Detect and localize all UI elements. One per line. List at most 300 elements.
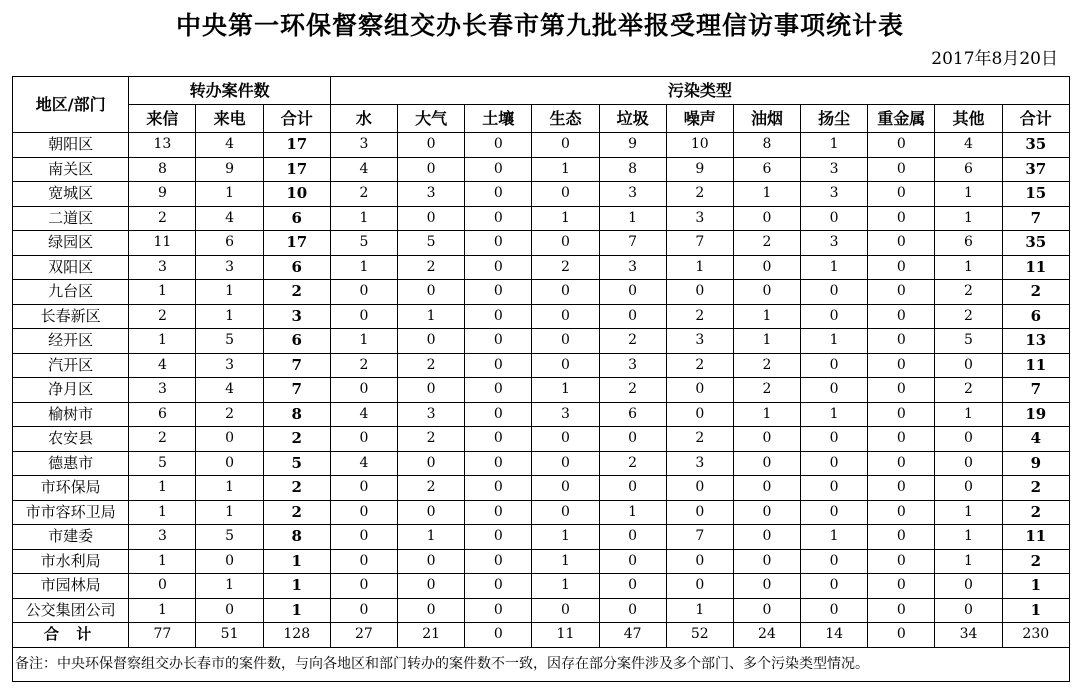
- table-cell: 1: [935, 206, 1002, 231]
- table-row: [13, 427, 1070, 452]
- table-cell: 2: [666, 427, 733, 452]
- table-row: [13, 549, 1070, 574]
- table-cell: 0: [801, 304, 868, 329]
- region-name: 合 计: [13, 623, 129, 648]
- table-cell: 0: [868, 574, 935, 599]
- table-cell: 0: [196, 427, 263, 452]
- header-pollution-col: 大气: [398, 105, 465, 133]
- table-cell: 0: [599, 280, 666, 305]
- table-cell: 0: [398, 280, 465, 305]
- table-cell: 0: [465, 574, 532, 599]
- table-cell: 0: [330, 574, 397, 599]
- table-cell: 7: [666, 525, 733, 550]
- table-cell: 0: [465, 157, 532, 182]
- table-cell: 0: [733, 206, 800, 231]
- table-cell: 1: [398, 525, 465, 550]
- table-cell: 10: [263, 182, 330, 207]
- table-cell: 1: [801, 329, 868, 354]
- table-cell: 13: [1002, 329, 1069, 354]
- table-cell: 0: [733, 255, 800, 280]
- table-cell: 0: [330, 525, 397, 550]
- table-cell: 0: [532, 182, 599, 207]
- table-cell: 0: [330, 500, 397, 525]
- table-row: [13, 255, 1070, 280]
- header-region: 地区/部门: [13, 77, 129, 133]
- table-row: [13, 206, 1070, 231]
- table-cell: 3: [801, 182, 868, 207]
- footnote: 备注：中央环保督察组交办长春市的案件数，与向各地区和部门转办的案件数不一致，因存在部分案件涉及多个部门、多个污染类型情况。: [13, 647, 1070, 681]
- table-cell: 0: [532, 329, 599, 354]
- table-cell: 2: [196, 402, 263, 427]
- table-row: [13, 476, 1070, 501]
- table-cell: 1: [196, 476, 263, 501]
- note-row: [13, 647, 1070, 681]
- table-cell: 0: [532, 133, 599, 158]
- table-cell: 0: [599, 427, 666, 452]
- table-row: [13, 280, 1070, 305]
- header-transfer-col: 合计: [263, 105, 330, 133]
- region-name: 榆树市: [13, 402, 129, 427]
- table-cell: 1: [330, 206, 397, 231]
- table-cell: 0: [935, 598, 1002, 623]
- table-cell: 1: [129, 476, 196, 501]
- table-cell: 0: [465, 255, 532, 280]
- table-cell: 0: [868, 353, 935, 378]
- table-row: [13, 451, 1070, 476]
- table-cell: 1: [935, 500, 1002, 525]
- table-cell: 52: [666, 623, 733, 648]
- table-cell: 0: [868, 280, 935, 305]
- table-cell: 0: [868, 378, 935, 403]
- table-cell: 0: [196, 451, 263, 476]
- table-cell: 7: [1002, 378, 1069, 403]
- table-cell: 1: [263, 549, 330, 574]
- table-cell: 0: [532, 280, 599, 305]
- table-cell: 47: [599, 623, 666, 648]
- table-cell: 0: [935, 353, 1002, 378]
- table-cell: 8: [263, 525, 330, 550]
- table-cell: 8: [129, 157, 196, 182]
- region-name: 二道区: [13, 206, 129, 231]
- table-cell: 0: [465, 598, 532, 623]
- table-cell: 0: [532, 427, 599, 452]
- table-cell: 0: [935, 574, 1002, 599]
- table-cell: 1: [196, 182, 263, 207]
- table-cell: 8: [733, 133, 800, 158]
- table-cell: 0: [465, 525, 532, 550]
- table-cell: 19: [1002, 402, 1069, 427]
- table-cell: 0: [330, 476, 397, 501]
- table-cell: 4: [330, 451, 397, 476]
- header-pollution-col: 扬尘: [801, 105, 868, 133]
- table-cell: 128: [263, 623, 330, 648]
- table-cell: 5: [330, 231, 397, 256]
- table-cell: 3: [599, 182, 666, 207]
- table-cell: 0: [666, 280, 733, 305]
- table-cell: 2: [599, 329, 666, 354]
- table-cell: 0: [801, 378, 868, 403]
- table-cell: 0: [801, 353, 868, 378]
- table-cell: 0: [465, 304, 532, 329]
- table-cell: 2: [935, 378, 1002, 403]
- table-row: [13, 598, 1070, 623]
- table-cell: 3: [666, 451, 733, 476]
- table-cell: 9: [129, 182, 196, 207]
- table-cell: 0: [666, 476, 733, 501]
- table-cell: 0: [733, 525, 800, 550]
- table-cell: 1: [935, 402, 1002, 427]
- table-cell: 0: [398, 549, 465, 574]
- table-cell: 24: [733, 623, 800, 648]
- region-name: 市市容环卫局: [13, 500, 129, 525]
- table-cell: 0: [465, 427, 532, 452]
- table-cell: 2: [599, 378, 666, 403]
- table-cell: 0: [532, 231, 599, 256]
- table-cell: 0: [465, 500, 532, 525]
- table-cell: 1: [666, 598, 733, 623]
- table-cell: 2: [398, 353, 465, 378]
- table-cell: 0: [868, 402, 935, 427]
- table-cell: 1: [666, 255, 733, 280]
- table-cell: 0: [666, 378, 733, 403]
- table-row: [13, 525, 1070, 550]
- header-pollution-col: 垃圾: [599, 105, 666, 133]
- table-cell: 0: [868, 500, 935, 525]
- region-name: 公交集团公司: [13, 598, 129, 623]
- region-name: 长春新区: [13, 304, 129, 329]
- table-cell: 0: [868, 451, 935, 476]
- region-name: 农安县: [13, 427, 129, 452]
- table-cell: 4: [196, 378, 263, 403]
- table-cell: 0: [868, 549, 935, 574]
- table-cell: 51: [196, 623, 263, 648]
- statistics-table: [12, 76, 1070, 682]
- table-cell: 0: [733, 598, 800, 623]
- table-cell: 2: [263, 427, 330, 452]
- table-cell: 3: [129, 525, 196, 550]
- region-name: 朝阳区: [13, 133, 129, 158]
- table-cell: 1: [129, 598, 196, 623]
- table-cell: 0: [465, 231, 532, 256]
- header-pollution-col: 水: [330, 105, 397, 133]
- table-cell: 0: [532, 304, 599, 329]
- table-cell: 3: [129, 378, 196, 403]
- table-cell: 2: [263, 280, 330, 305]
- table-cell: 2: [263, 500, 330, 525]
- table-row: [13, 157, 1070, 182]
- table-cell: 0: [532, 353, 599, 378]
- table-cell: 1: [1002, 574, 1069, 599]
- header-row-1: [13, 77, 1070, 105]
- table-cell: 1: [935, 182, 1002, 207]
- table-cell: 1: [935, 255, 1002, 280]
- table-cell: 1: [733, 304, 800, 329]
- table-cell: 11: [1002, 353, 1069, 378]
- table-cell: 0: [868, 182, 935, 207]
- table-cell: 0: [801, 549, 868, 574]
- table-cell: 0: [330, 304, 397, 329]
- region-name: 市园林局: [13, 574, 129, 599]
- table-cell: 35: [1002, 231, 1069, 256]
- table-cell: 5: [196, 525, 263, 550]
- table-cell: 0: [733, 280, 800, 305]
- table-cell: 0: [801, 598, 868, 623]
- table-cell: 2: [398, 255, 465, 280]
- table-row: [13, 402, 1070, 427]
- table-cell: 6: [935, 157, 1002, 182]
- table-cell: 2: [666, 182, 733, 207]
- table-cell: 0: [330, 280, 397, 305]
- table-cell: 2: [129, 206, 196, 231]
- table-cell: 11: [1002, 525, 1069, 550]
- table-cell: 0: [465, 206, 532, 231]
- table-cell: 1: [1002, 598, 1069, 623]
- table-cell: 0: [935, 427, 1002, 452]
- table-cell: 3: [666, 206, 733, 231]
- table-cell: 1: [801, 255, 868, 280]
- region-name: 九台区: [13, 280, 129, 305]
- table-cell: 5: [398, 231, 465, 256]
- table-cell: 2: [733, 353, 800, 378]
- table-cell: 1: [733, 182, 800, 207]
- table-cell: 0: [532, 500, 599, 525]
- table-cell: 0: [801, 500, 868, 525]
- table-cell: 0: [868, 231, 935, 256]
- table-cell: 0: [666, 500, 733, 525]
- table-cell: 0: [868, 133, 935, 158]
- table-cell: 4: [935, 133, 1002, 158]
- header-pollution-group: 污染类型: [330, 77, 1069, 105]
- table-cell: 14: [801, 623, 868, 648]
- table-cell: 2: [1002, 500, 1069, 525]
- table-cell: 3: [599, 255, 666, 280]
- table-cell: 9: [666, 157, 733, 182]
- table-cell: 3: [196, 353, 263, 378]
- table-cell: 0: [532, 598, 599, 623]
- table-cell: 0: [733, 476, 800, 501]
- table-cell: 6: [1002, 304, 1069, 329]
- table-cell: 0: [935, 476, 1002, 501]
- table-cell: 1: [599, 500, 666, 525]
- table-cell: 1: [196, 574, 263, 599]
- table-cell: 6: [196, 231, 263, 256]
- table-cell: 0: [330, 598, 397, 623]
- table-cell: 0: [398, 500, 465, 525]
- table-row: [13, 231, 1070, 256]
- table-cell: 7: [599, 231, 666, 256]
- table-cell: 1: [801, 402, 868, 427]
- table-cell: 1: [801, 133, 868, 158]
- table-cell: 0: [599, 476, 666, 501]
- table-cell: 0: [465, 329, 532, 354]
- header-pollution-col: 生态: [532, 105, 599, 133]
- region-name: 双阳区: [13, 255, 129, 280]
- table-cell: 5: [263, 451, 330, 476]
- table-cell: 2: [935, 280, 1002, 305]
- header-pollution-col: 噪声: [666, 105, 733, 133]
- table-cell: 0: [801, 451, 868, 476]
- table-cell: 0: [599, 304, 666, 329]
- table-cell: 2: [733, 378, 800, 403]
- table-cell: 0: [465, 402, 532, 427]
- table-cell: 1: [532, 378, 599, 403]
- table-cell: 0: [599, 598, 666, 623]
- table-cell: 3: [801, 231, 868, 256]
- table-cell: 0: [398, 598, 465, 623]
- table-cell: 3: [129, 255, 196, 280]
- table-cell: 0: [465, 353, 532, 378]
- table-cell: 5: [196, 329, 263, 354]
- table-cell: 0: [733, 451, 800, 476]
- table-cell: 1: [532, 574, 599, 599]
- table-cell: 0: [868, 206, 935, 231]
- table-cell: 3: [263, 304, 330, 329]
- table-cell: 6: [263, 329, 330, 354]
- table-cell: 11: [1002, 255, 1069, 280]
- table-row: [13, 353, 1070, 378]
- table-cell: 8: [599, 157, 666, 182]
- table-row: [13, 329, 1070, 354]
- table-cell: 0: [398, 378, 465, 403]
- table-cell: 3: [532, 402, 599, 427]
- table-cell: 0: [868, 598, 935, 623]
- table-cell: 2: [398, 427, 465, 452]
- table-cell: 0: [666, 402, 733, 427]
- region-name: 市环保局: [13, 476, 129, 501]
- table-cell: 1: [532, 206, 599, 231]
- page-title: 中央第一环保督察组交办长春市第九批举报受理信访事项统计表: [175, 11, 904, 40]
- total-row: [13, 623, 1070, 648]
- table-cell: 4: [196, 133, 263, 158]
- region-name: 德惠市: [13, 451, 129, 476]
- table-cell: 2: [263, 476, 330, 501]
- table-cell: 3: [801, 157, 868, 182]
- table-cell: 2: [1002, 280, 1069, 305]
- table-cell: 77: [129, 623, 196, 648]
- table-cell: 0: [196, 598, 263, 623]
- table-cell: 9: [599, 133, 666, 158]
- table-cell: 0: [733, 427, 800, 452]
- table-cell: 1: [263, 574, 330, 599]
- table-cell: 2: [935, 304, 1002, 329]
- table-cell: 1: [129, 500, 196, 525]
- table-cell: 0: [465, 451, 532, 476]
- table-cell: 15: [1002, 182, 1069, 207]
- table-cell: 9: [196, 157, 263, 182]
- table-cell: 0: [196, 549, 263, 574]
- table-cell: 7: [1002, 206, 1069, 231]
- table-cell: 0: [801, 574, 868, 599]
- table-cell: 0: [599, 574, 666, 599]
- table-cell: 2: [666, 353, 733, 378]
- region-name: 市建委: [13, 525, 129, 550]
- table-cell: 4: [330, 157, 397, 182]
- table-cell: 0: [868, 304, 935, 329]
- header-transfer-col: 来信: [129, 105, 196, 133]
- header-pollution-col: 油烟: [733, 105, 800, 133]
- table-cell: 2: [1002, 476, 1069, 501]
- header-pollution-col: 重金属: [868, 105, 935, 133]
- table-cell: 0: [398, 451, 465, 476]
- table-cell: 3: [398, 182, 465, 207]
- region-name: 净月区: [13, 378, 129, 403]
- table-cell: 0: [868, 157, 935, 182]
- table-cell: 6: [935, 231, 1002, 256]
- table-cell: 1: [733, 402, 800, 427]
- table-cell: 17: [263, 133, 330, 158]
- table-cell: 3: [599, 353, 666, 378]
- table-cell: 3: [330, 133, 397, 158]
- table-cell: 0: [868, 476, 935, 501]
- table-row: [13, 182, 1070, 207]
- table-cell: 0: [868, 427, 935, 452]
- table-row: [13, 574, 1070, 599]
- table-cell: 2: [1002, 549, 1069, 574]
- table-cell: 2: [330, 353, 397, 378]
- table-cell: 3: [398, 402, 465, 427]
- table-cell: 0: [398, 574, 465, 599]
- table-cell: 5: [935, 329, 1002, 354]
- table-cell: 2: [398, 476, 465, 501]
- table-row: [13, 378, 1070, 403]
- table-cell: 0: [330, 378, 397, 403]
- table-cell: 9: [1002, 451, 1069, 476]
- table-cell: 6: [599, 402, 666, 427]
- table-cell: 0: [801, 280, 868, 305]
- region-name: 市水利局: [13, 549, 129, 574]
- table-cell: 1: [129, 280, 196, 305]
- header-row-2: [13, 105, 1070, 133]
- table-cell: 21: [398, 623, 465, 648]
- table-cell: 0: [666, 549, 733, 574]
- table-cell: 6: [733, 157, 800, 182]
- region-name: 经开区: [13, 329, 129, 354]
- table-cell: 1: [398, 304, 465, 329]
- table-cell: 0: [733, 500, 800, 525]
- table-cell: 2: [599, 451, 666, 476]
- table-cell: 0: [398, 329, 465, 354]
- table-row: [13, 133, 1070, 158]
- table-cell: 35: [1002, 133, 1069, 158]
- region-name: 汽开区: [13, 353, 129, 378]
- header-pollution-col: 土壤: [465, 105, 532, 133]
- table-cell: 230: [1002, 623, 1069, 648]
- table-cell: 2: [532, 255, 599, 280]
- table-cell: 0: [868, 329, 935, 354]
- table-cell: 1: [330, 255, 397, 280]
- header-transfer-group: 转办案件数: [129, 77, 331, 105]
- report-date: 2017年8月20日: [931, 49, 1058, 69]
- table-cell: 7: [263, 378, 330, 403]
- table-cell: 0: [935, 451, 1002, 476]
- table-cell: 1: [532, 549, 599, 574]
- table-cell: 7: [263, 353, 330, 378]
- region-name: 宽城区: [13, 182, 129, 207]
- table-cell: 34: [935, 623, 1002, 648]
- table-cell: 17: [263, 157, 330, 182]
- table-cell: 4: [129, 353, 196, 378]
- table-cell: 0: [532, 451, 599, 476]
- table-cell: 0: [868, 525, 935, 550]
- table-cell: 1: [801, 525, 868, 550]
- table-cell: 7: [666, 231, 733, 256]
- table-cell: 0: [801, 206, 868, 231]
- table-cell: 0: [868, 623, 935, 648]
- table-cell: 1: [129, 329, 196, 354]
- table-cell: 1: [935, 525, 1002, 550]
- table-cell: 6: [129, 402, 196, 427]
- table-cell: 37: [1002, 157, 1069, 182]
